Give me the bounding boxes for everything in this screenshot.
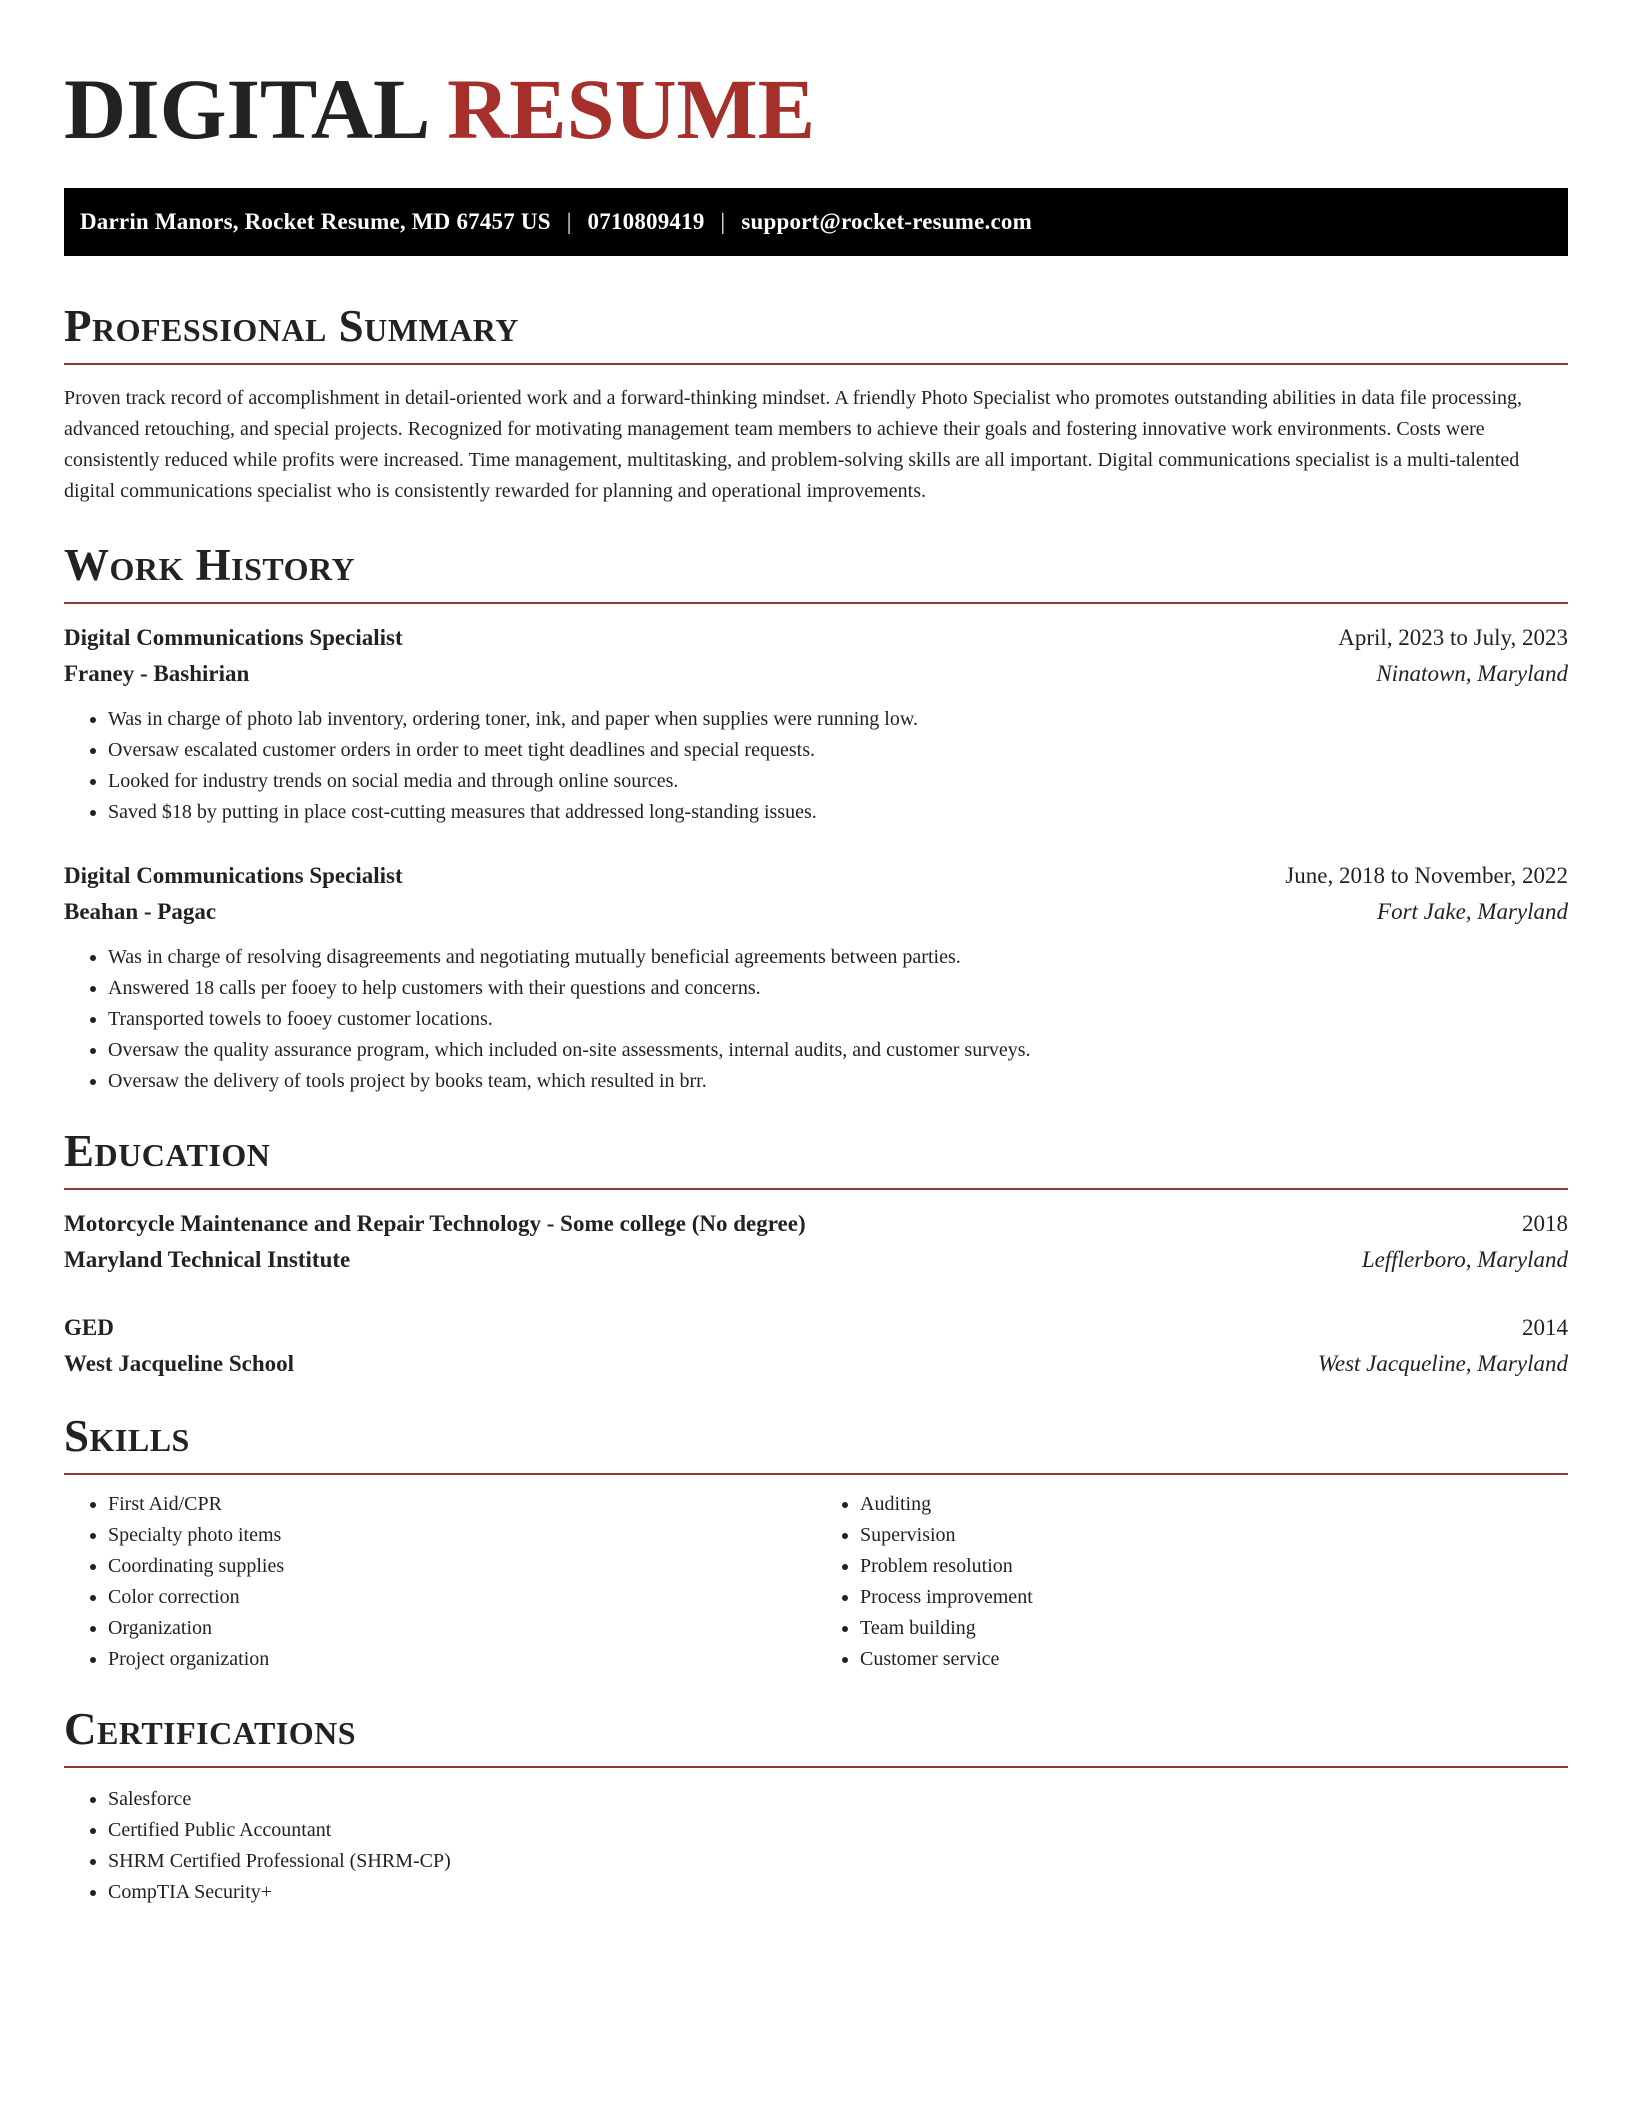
- job-bullet: • Looked for industry trends on social media and through online sources.: [108, 766, 1568, 797]
- contact-separator: |: [566, 209, 572, 234]
- certifications-heading: Certifications: [64, 1707, 1568, 1768]
- skill-item: • Coordinating supplies: [108, 1551, 816, 1582]
- job-company: Beahan - Pagac: [64, 899, 217, 924]
- job-title: Digital Communications Specialist: [64, 863, 403, 888]
- skill-item: • Problem resolution: [860, 1551, 1568, 1582]
- education-year: 2014: [1522, 1315, 1568, 1340]
- job-bullet: • Answered 18 calls per fooey to help customers with their questions and concerns.: [108, 973, 1568, 1004]
- job-bullet: • Oversaw the delivery of tools project by books team, which resulted in brr.: [108, 1066, 1568, 1097]
- education-section: [64, 1126, 1568, 1382]
- job-bullet: • Was in charge of resolving disagreements and negotiating mutually beneficial agreements between parties.: [108, 942, 1568, 973]
- education-degree: GED: [64, 1315, 114, 1340]
- summary-heading: Professional Summary: [64, 304, 1568, 365]
- contact-separator: |: [720, 209, 726, 234]
- job-location: Ninatown, Maryland: [1376, 661, 1568, 686]
- job-company: Franey - Bashirian: [64, 661, 250, 686]
- work-history-heading: Work History: [64, 543, 1568, 604]
- skills-grid: [64, 1489, 1568, 1675]
- job-bullet: • Oversaw the quality assurance program, which included on-site assessments, internal audits, and customer surveys.: [108, 1035, 1568, 1066]
- skill-item: • Customer service: [860, 1644, 1568, 1675]
- skill-item: • Color correction: [108, 1582, 816, 1613]
- skill-item: • Team building: [860, 1613, 1568, 1644]
- certification-item: • CompTIA Security+: [108, 1877, 1568, 1908]
- job-bullets: [64, 942, 1568, 1097]
- job-title: Digital Communications Specialist: [64, 625, 403, 650]
- certification-item: • Certified Public Accountant: [108, 1815, 1568, 1846]
- certifications-section: [64, 1704, 1568, 1908]
- skill-item: • Auditing: [860, 1489, 1568, 1520]
- education-degree: Motorcycle Maintenance and Repair Technology - Some college (No degree): [64, 1211, 806, 1236]
- skill-item: • Project organization: [108, 1644, 816, 1675]
- skill-item: • Supervision: [860, 1520, 1568, 1551]
- job-bullet: • Saved $18 by putting in place cost-cutting measures that addressed long-standing issues.: [108, 797, 1568, 828]
- education-heading: Education: [64, 1129, 1568, 1190]
- skills-heading: Skills: [64, 1414, 1568, 1475]
- job-entry: [64, 858, 1568, 1097]
- summary-text: Proven track record of accomplishment in detail-oriented work and a forward-thinking mindset. A friendly Photo Specialist who promotes outstanding abilities in data file processing, advanced retouching, and special projects. Recognized for motivating management team members to achieve their goals and fostering innovative work environments. Costs were consistently reduced while profits were increased. Time management, multitasking, and problem-solving skills are all important. Digital communications specialist is a multi-talented digital communications specialist who is consistently rewarded for planning and operational improvements.: [64, 387, 1522, 502]
- title-part-2: RESUME: [447, 61, 816, 157]
- job-bullet: • Transported towels to fooey customer locations.: [108, 1004, 1568, 1035]
- skills-section: [64, 1411, 1568, 1675]
- skill-item: • Specialty photo items: [108, 1520, 816, 1551]
- work-history-section: [64, 540, 1568, 1097]
- certification-item: • SHRM Certified Professional (SHRM-CP): [108, 1846, 1568, 1877]
- skill-item: • Process improvement: [860, 1582, 1568, 1613]
- contact-phone: 0710809419: [587, 209, 705, 234]
- resume-title: [64, 61, 1568, 157]
- education-entry: [64, 1310, 1568, 1382]
- education-location: West Jacqueline, Maryland: [1317, 1351, 1568, 1376]
- contact-address: Darrin Manors, Rocket Resume, MD 67457 US: [80, 209, 551, 234]
- skill-item: • Organization: [108, 1613, 816, 1644]
- skills-list-left: [64, 1489, 816, 1675]
- contact-bar: [64, 188, 1568, 256]
- education-school: Maryland Technical Institute: [64, 1247, 351, 1272]
- skills-list-right: [816, 1489, 1568, 1675]
- skill-item: • First Aid/CPR: [108, 1489, 816, 1520]
- job-location: Fort Jake, Maryland: [1377, 899, 1568, 924]
- education-year: 2018: [1522, 1211, 1568, 1236]
- job-bullet: • Oversaw escalated customer orders in order to meet tight deadlines and special requests.: [108, 735, 1568, 766]
- job-dates: April, 2023 to July, 2023: [1338, 625, 1568, 650]
- job-bullets: [64, 704, 1568, 828]
- certifications-list: [64, 1784, 1568, 1908]
- title-part-1: DIGITAL: [64, 61, 426, 157]
- education-entry: [64, 1206, 1568, 1278]
- job-dates: June, 2018 to November, 2022: [1285, 863, 1568, 888]
- education-school: West Jacqueline School: [64, 1351, 295, 1376]
- job-entry: [64, 620, 1568, 828]
- education-location: Lefflerboro, Maryland: [1361, 1247, 1568, 1272]
- contact-email: support@rocket-resume.com: [741, 209, 1032, 234]
- certification-item: • Salesforce: [108, 1784, 1568, 1815]
- job-bullet: • Was in charge of photo lab inventory, ordering toner, ink, and paper when supplies were running low.: [108, 704, 1568, 735]
- summary-section: [64, 301, 1568, 507]
